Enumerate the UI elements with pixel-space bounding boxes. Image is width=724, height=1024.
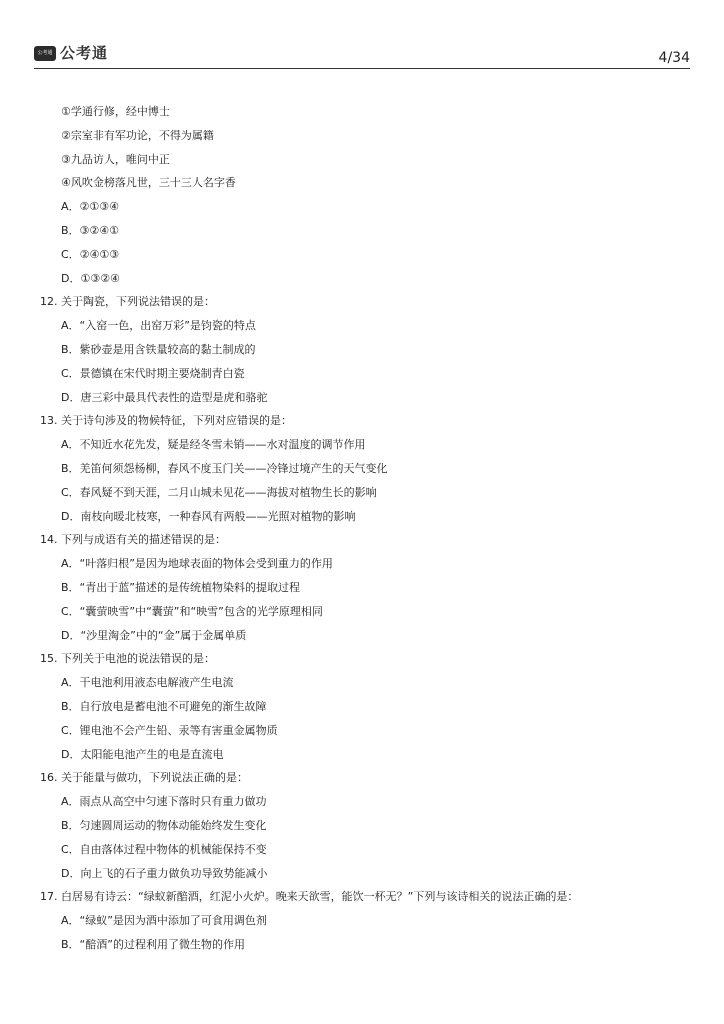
option-line: D．唐三彩中最具代表性的造型是虎和骆驼 [61,390,268,404]
option-line: A．雨点从高空中匀速下落时只有重力做功 [61,795,267,809]
option-line: ③九品访人，唯问中正 [61,152,170,166]
option-line: D．南枝向暖北枝寒，一种春风有两般——光照对植物的影响 [61,509,356,523]
question-stem: 15. 下列关于电池的说法错误的是： [40,652,215,666]
option-line: B．羌笛何须怨杨柳，春风不度玉门关——冷锋过境产生的天气变化 [61,461,388,475]
option-line: A．不知近水花先发，疑是经冬雪未销——水对温度的调节作用 [61,438,366,452]
option-line: C．“囊萤映雪”中“囊萤”和“映雪”包含的光学原理相同 [61,604,323,618]
option-line: A．“叶落归根”是因为地球表面的物体会受到重力的作用 [61,557,333,571]
logo-small-text: 公考通 [37,50,53,56]
option-line: D．太阳能电池产生的电是直流电 [61,747,224,761]
option-line: A．干电池利用液态电解液产生电流 [61,676,234,690]
question-stem: 13. 关于诗句涉及的物候特征，下列对应错误的是： [40,414,292,428]
option-line: B．自行放电是蓄电池不可避免的渐生故障 [61,699,267,713]
logo-text: 公考通 [60,44,109,62]
page-number: 4/34 [658,50,690,66]
option-line: D．①③②④ [61,271,120,285]
option-line: B．紫砂壶是用含铁量较高的黏土制成的 [61,342,256,356]
question-stem: 16. 关于能量与做功，下列说法正确的是： [40,771,248,785]
option-line: C．自由落体过程中物体的机械能保持不变 [61,842,267,856]
option-line: ②宗室非有军功论，不得为属籍 [61,128,214,142]
option-line: D．“沙里淘金”中的“金”属于金属单质 [61,628,247,642]
option-line: C．②④①③ [61,247,120,261]
option-line: A．②①③④ [61,200,119,214]
question-stem: 17. 白居易有诗云：“绿蚁新醅酒，红泥小火炉。晚来天欲雪，能饮一杯无？”下列与该诗相关的说法正确的是： [40,890,579,904]
option-line: C．锂电池不会产生铅、汞等有害重金属物质 [61,723,278,737]
option-line: C．景德镇在宋代时期主要烧制青白瓷 [61,366,245,380]
option-line: ④风吹金榜落凡世，三十三人名字香 [61,176,236,190]
option-line: ①学通行修，经中博士 [61,105,170,118]
option-line: B．“青出于蓝”描述的是传统植物染料的提取过程 [61,580,300,594]
option-line: A．“入窑一色，出窑万彩”是钧瓷的特点 [61,319,256,333]
question-stem: 14. 下列与成语有关的描述错误的是： [40,533,226,547]
option-line: B．“醅酒”的过程利用了微生物的作用 [61,937,245,951]
option-line: A．“绿蚁”是因为酒中添加了可食用调色剂 [61,914,267,928]
question-stem: 12. 关于陶瓷，下列说法错误的是： [40,295,215,309]
page-header [34,40,690,69]
option-line: B．匀速圆周运动的物体动能始终发生变化 [61,818,267,832]
document-body [40,100,690,957]
option-line: B．③②④① [61,223,119,237]
option-line: D．向上飞的石子重力做负功导致势能减小 [61,866,268,880]
option-line: C．春风疑不到天涯，二月山城未见花——海拔对植物生长的影响 [61,485,377,499]
logo-icon [34,46,56,61]
